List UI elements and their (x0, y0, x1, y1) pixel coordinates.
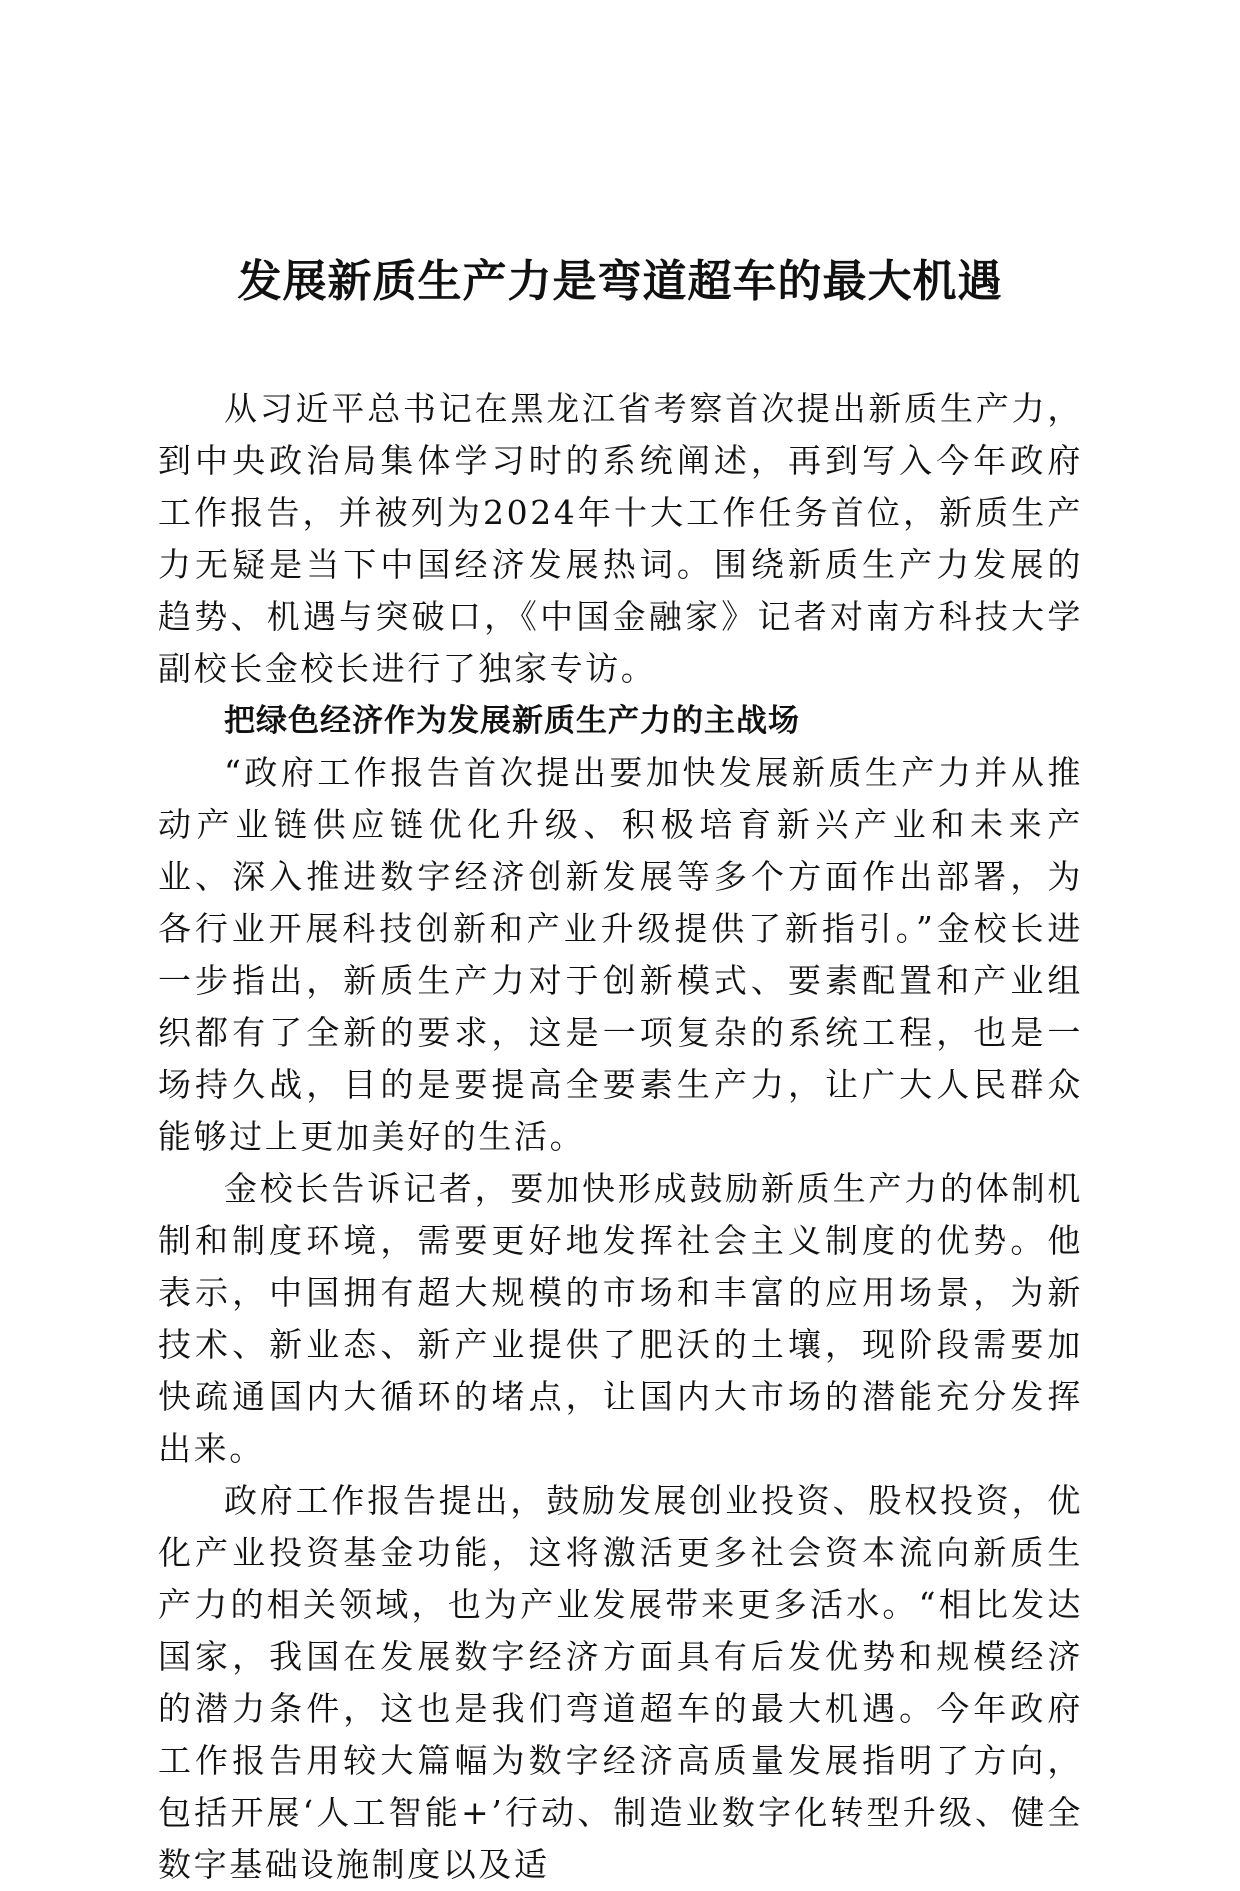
body-paragraph: 金校长告诉记者，要加快形成鼓励新质生产力的体制机制和制度环境，需要更好地发挥社会主义制度的优势。他表示，中国拥有超大规模的市场和丰富的应用场景，为新技术、新业态、新产业提供了肥沃的土壤，现阶段需要加快疏通国内大循环的堵点，让国内大市场的潜能充分发挥出来。 (158, 1169, 1083, 1468)
section-heading: 把绿色经济作为发展新质生产力的主战场 (224, 703, 800, 739)
document-body (158, 383, 1083, 1891)
document-title: 发展新质生产力是弯道超车的最大机遇 (237, 256, 1003, 307)
intro-paragraph: 从习近平总书记在黑龙江省考察首次提出新质生产力，到中央政治局集体学习时的系统阐述，再到写入今年政府工作报告，并被列为2024年十大工作任务首位，新质生产力无疑是当下中国经济发展热词。围绕新质生产力发展的趋势、机遇与突破口，《中国金融家》记者对南方科技大学副校长金校长进行了独家专访。 (158, 389, 1083, 688)
body-paragraph: 政府工作报告提出，鼓励发展创业投资、股权投资，优化产业投资基金功能，这将激活更多社会资本流向新质生产力的相关领域，也为产业发展带来更多活水。“相比发达国家，我国在发展数字经济方面具有后发优势和规模经济的潜力条件，这也是我们弯道超车的最大机遇。今年政府工作报告用较大篇幅为数字经济高质量发展指明了方向，包括开展‘人工智能+’行动、制造业数字化转型升级、健全数字基础设施制度以及适 (158, 1481, 1083, 1884)
body-paragraph: “政府工作报告首次提出要加快发展新质生产力并从推动产业链供应链优化升级、积极培育新兴产业和未来产业、深入推进数字经济创新发展等多个方面作出部署，为各行业开展科技创新和产业升级提供了新指引。”金校长进一步指出，新质生产力对于创新模式、要素配置和产业组织都有了全新的要求，这是一项复杂的系统工程，也是一场持久战，目的是要提高全要素生产力，让广大人民群众能够过上更加美好的生活。 (158, 753, 1083, 1156)
